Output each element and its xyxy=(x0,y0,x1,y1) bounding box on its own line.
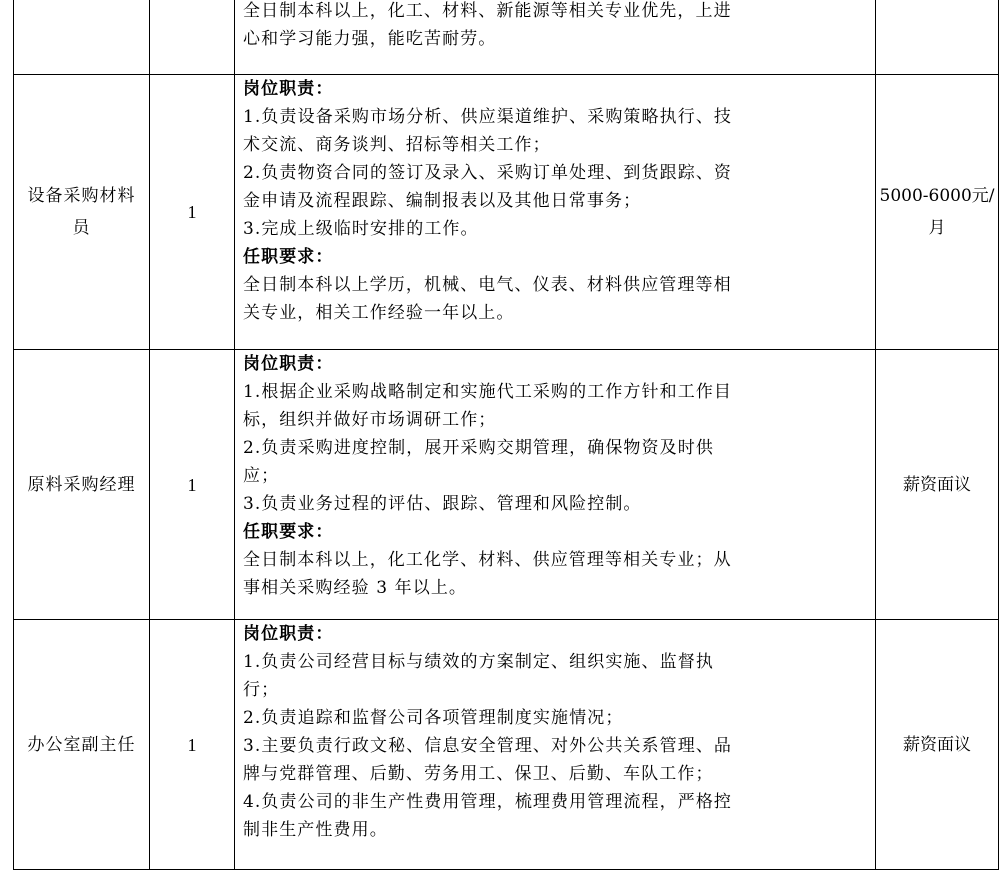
description-line: 应； xyxy=(243,466,280,486)
table-row xyxy=(14,75,999,350)
description-line: 2.负责采购进度控制，展开采购交期管理，确保物资及时供 xyxy=(243,438,714,458)
section-heading: 岗位职责： xyxy=(243,79,334,99)
position-name: 原料采购经理 xyxy=(27,474,136,495)
job-listing-table xyxy=(13,0,999,870)
description-cell xyxy=(235,75,876,350)
description-line: 3.主要负责行政文秘、信息安全管理、对外公共关系管理、品 xyxy=(243,736,733,756)
description-line: 2.负责物资合同的签订及录入、采购订单处理、到货跟踪、资 xyxy=(243,163,733,183)
position-name-cell xyxy=(14,0,150,75)
description-line: 2.负责追踪和监督公司各项管理制度实施情况； xyxy=(243,708,624,728)
description-line: 1.负责设备采购市场分析、供应渠道维护、采购策略执行、技 xyxy=(243,107,733,127)
description-line: 3.负责业务过程的评估、跟踪、管理和风险控制。 xyxy=(243,494,642,514)
description-line: 全日制本科以上学历，机械、电气、仪表、材料供应管理等相 xyxy=(243,275,732,295)
description-line: 金申请及流程跟踪、编制报表以及其他日常事务； xyxy=(243,191,642,211)
position-name: 设备采购材料员 xyxy=(27,186,136,238)
salary-value: 薪资面议 xyxy=(903,474,971,495)
section-heading: 任职要求： xyxy=(243,247,334,267)
description-line: 术交流、商务谈判、招标等相关工作； xyxy=(243,135,551,155)
description-line: 事相关采购经验 3 年以上。 xyxy=(243,578,468,598)
table-body xyxy=(14,0,999,870)
salary-cell xyxy=(876,620,999,870)
description-line: 4.负责公司的非生产性费用管理，梳理费用管理流程，严格控 xyxy=(243,792,733,812)
description-line: 牌与党群管理、后勤、劳务用工、保卫、后勤、车队工作； xyxy=(243,764,714,784)
description-cell xyxy=(235,350,876,620)
table-row xyxy=(14,620,999,870)
description-line: 3.完成上级临时安排的工作。 xyxy=(243,219,479,239)
description-line: 1.负责公司经营目标与绩效的方案制定、组织实施、监督执 xyxy=(243,652,714,672)
description-line: 标，组织并做好市场调研工作； xyxy=(243,410,497,430)
salary-cell xyxy=(876,350,999,620)
position-name-cell xyxy=(14,620,150,870)
headcount-cell: 1 xyxy=(150,75,235,350)
section-heading: 任职要求： xyxy=(243,522,334,542)
description-cell xyxy=(235,620,876,870)
description-line: 全日制本科以上，化工、材料、新能源等相关专业优先，上进 xyxy=(243,1,732,21)
headcount-cell xyxy=(150,0,235,75)
salary-value: 薪资面议 xyxy=(903,734,971,755)
section-heading: 岗位职责： xyxy=(243,354,334,374)
section-heading: 岗位职责： xyxy=(243,624,334,644)
description-line: 全日制本科以上，化工化学、材料、供应管理等相关专业；从 xyxy=(243,550,732,570)
description-line: 心和学习能力强，能吃苦耐劳。 xyxy=(243,29,497,49)
headcount-cell: 1 xyxy=(150,350,235,620)
description-line: 1.根据企业采购战略制定和实施代工采购的工作方针和工作目 xyxy=(243,382,733,402)
description-line: 行； xyxy=(243,680,280,700)
headcount-cell: 1 xyxy=(150,620,235,870)
description-cell xyxy=(235,0,876,75)
description-line: 关专业，相关工作经验一年以上。 xyxy=(243,303,515,323)
salary-cell xyxy=(876,0,999,75)
position-name-cell xyxy=(14,350,150,620)
salary-cell xyxy=(876,75,999,350)
salary-value: 5000-6000元/月 xyxy=(879,186,995,238)
description-line: 制非生产性费用。 xyxy=(243,820,388,840)
position-name: 办公室副主任 xyxy=(27,734,136,755)
table-row xyxy=(14,350,999,620)
table-row xyxy=(14,0,999,75)
position-name-cell xyxy=(14,75,150,350)
